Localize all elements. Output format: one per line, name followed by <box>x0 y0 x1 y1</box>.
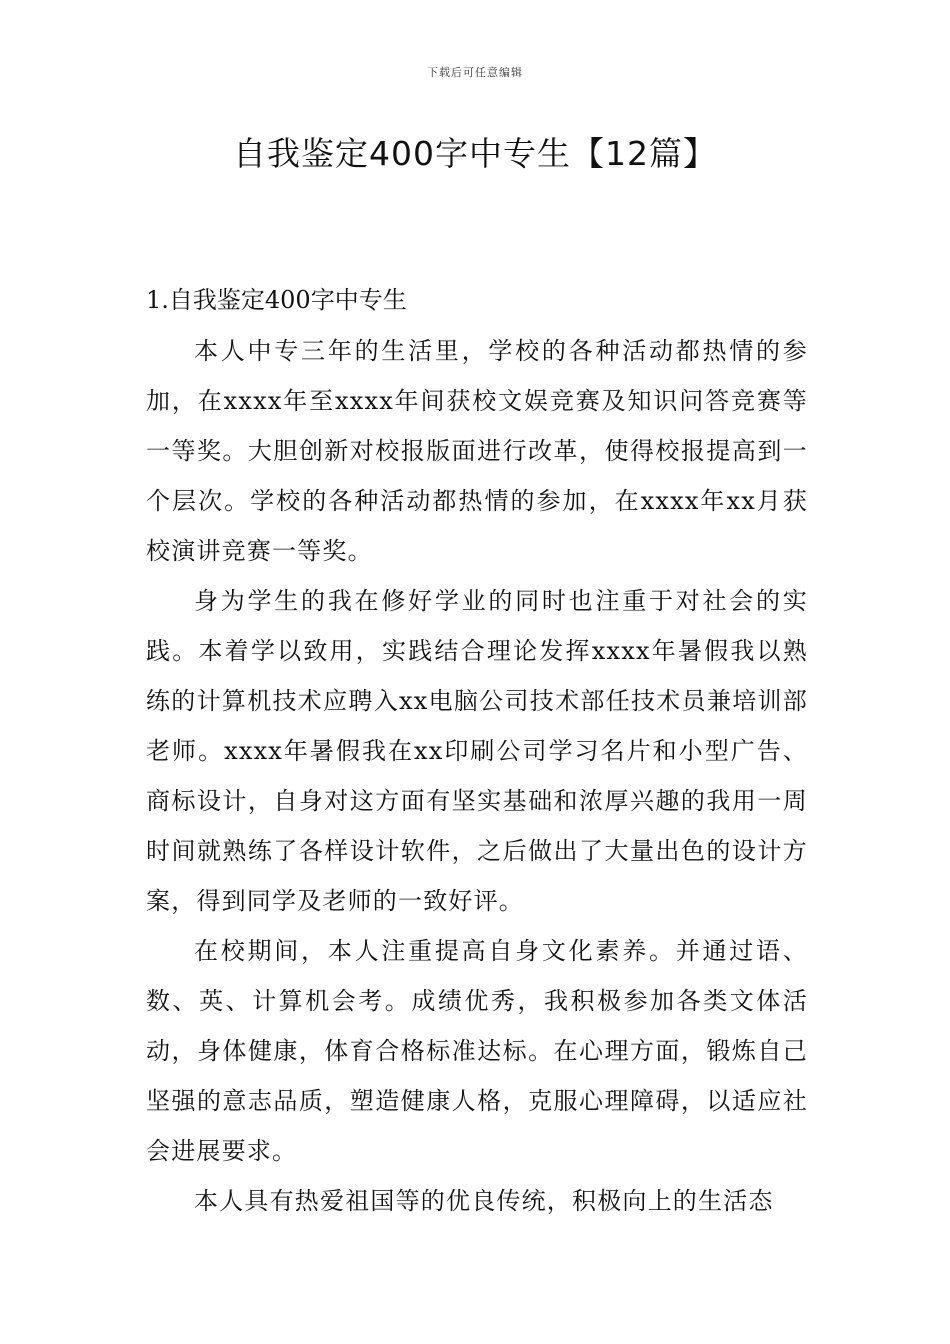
paragraph-3: 在校期间，本人注重提高自身文化素养。并通过语、数、英、计算机会考。成绩优秀，我积极参加各类文体活动，身体健康，体育合格标准达标。在心理方面，锻炼自己坚强的意志品质，塑造健康人格，克服心理障碍，以适应社会进展要求。 <box>146 937 808 1165</box>
page-header-note: 下载后可任意编辑 <box>427 66 523 79</box>
section-heading: 1.自我鉴定400字中专生 <box>146 286 407 314</box>
paragraph-2: 身为学生的我在修好学业的同时也注重于对社会的实践。本着学以致用，实践结合理论发挥xxxx年暑假我以熟练的计算机技术应聘入xx电脑公司技术部任技术员兼培训部老师。xxxx年暑假我在xx印刷公司学习名片和小型广告、商标设计，自身对这方面有坚实基础和浓厚兴趣的我用一周时间就熟练了各样设计软件，之后做出了大量出色的设计方案，得到同学及老师的一致好评。 <box>146 587 808 915</box>
document-title: 自我鉴定400字中专生【12篇】 <box>233 134 717 173</box>
document-body <box>146 280 808 1226</box>
paragraph-4: 本人具有热爱祖国等的优良传统，积极向上的生活态 <box>194 1187 774 1215</box>
paragraph-1: 本人中专三年的生活里，学校的各种活动都热情的参加，在xxxx年至xxxx年间获校文娱竞赛及知识问答竞赛等一等奖。大胆创新对校报版面进行改革，使得校报提高到一个层次。学校的各种活动都热情的参加，在xxxx年xx月获校演讲竞赛一等奖。 <box>146 337 808 565</box>
